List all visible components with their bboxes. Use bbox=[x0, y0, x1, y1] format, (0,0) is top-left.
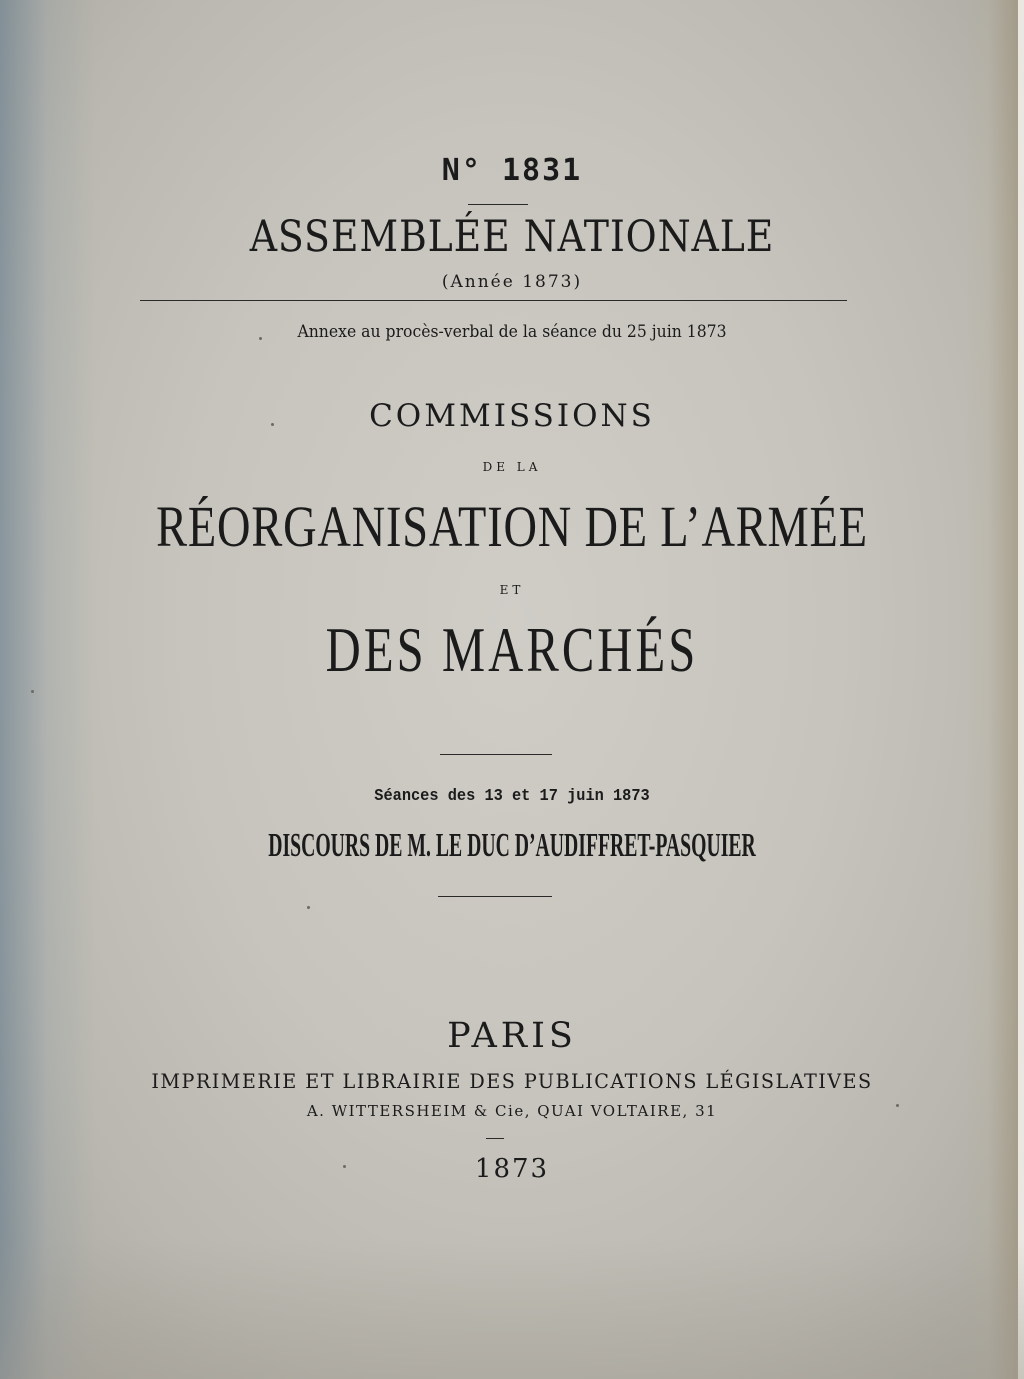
speech-heading: DISCOURS DE M. LE DUC D’AUDIFFRET-PASQUIER bbox=[268, 827, 756, 864]
imprint-city: PARIS bbox=[447, 1016, 577, 1056]
commissions-heading: COMMISSIONS bbox=[369, 398, 655, 434]
paper-speck bbox=[31, 690, 34, 693]
year-note: (Année 1873) bbox=[441, 272, 583, 292]
paper-speck bbox=[896, 1104, 899, 1107]
speech-separator-rule bbox=[438, 896, 552, 897]
imprint-dash bbox=[486, 1138, 504, 1139]
assembly-title: ASSEMBLÉE NATIONALE bbox=[249, 212, 775, 262]
sessions-line: Séances des 13 et 17 juin 1873 bbox=[374, 787, 650, 806]
et-connector: ET bbox=[499, 583, 525, 597]
bottom-edge-discoloration bbox=[0, 1239, 1024, 1379]
imprint-year: 1873 bbox=[474, 1154, 550, 1184]
paper-speck bbox=[343, 1165, 346, 1168]
annex-line: Annexe au procès-verbal de la séance du 25 juin 1873 bbox=[297, 322, 727, 342]
paper-speck bbox=[259, 337, 262, 340]
imprint-printer: IMPRIMERIE ET LIBRAIRIE DES PUBLICATIONS LÉGISLATIVES bbox=[151, 1069, 873, 1093]
header-rule bbox=[140, 300, 847, 301]
document-number: N° 1831 bbox=[441, 153, 583, 188]
marches-title: DES MARCHÉS bbox=[325, 614, 699, 685]
paper-speck bbox=[307, 906, 310, 909]
reorganisation-title: RÉORGANISATION DE L’ARMÉE bbox=[156, 494, 868, 559]
paper-speck bbox=[271, 423, 274, 426]
de-la-connector: DE LA bbox=[482, 460, 542, 474]
title-separator-rule bbox=[440, 754, 552, 755]
imprint-address: A. WITTERSHEIM & Cie, QUAI VOLTAIRE, 31 bbox=[306, 1102, 718, 1120]
number-underline bbox=[468, 204, 528, 205]
